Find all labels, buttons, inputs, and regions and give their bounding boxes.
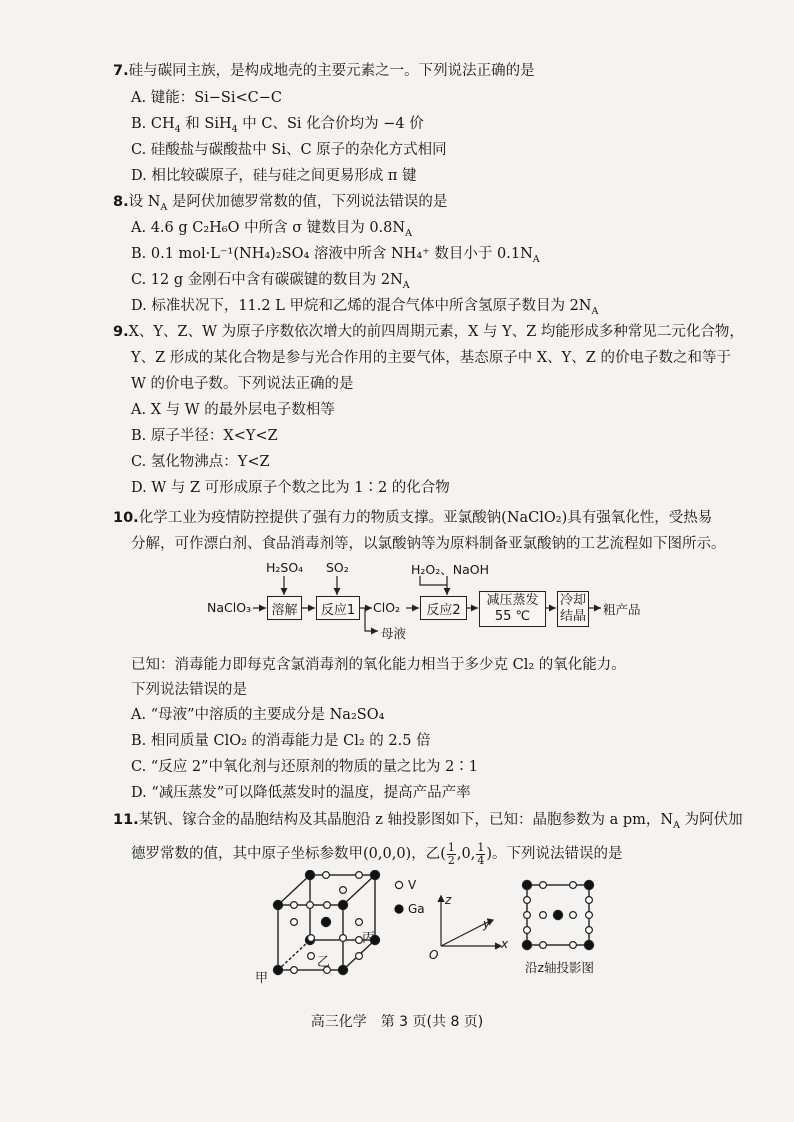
q7-stem-text: 硅与碳同主族，是构成地壳的主要元素之一。下列说法正确的是 xyxy=(128,63,535,79)
fraction-one-quarter: $\frac{1}{4}$ xyxy=(477,840,485,867)
flow-input-h2so4: H₂SO₄ xyxy=(266,560,304,575)
q10-option-b[interactable]: B. 相同质量 ClO₂ 的消毒能力是 Cl₂ 的 2.5 倍 xyxy=(131,733,431,749)
q10-known: 已知：消毒能力即每克含氯消毒剂的氧化能力相当于多少克 Cl₂ 的氧化能力。 xyxy=(131,657,626,673)
axis-origin-label: O xyxy=(429,948,439,962)
q8-option-b[interactable]: B. 0.1 mol·L⁻¹(NH₄)₂SO₄ 溶液中所含 NH₄⁺ 数目小于 $0.1N_A$ xyxy=(131,246,540,265)
flow-box-reaction1: 反应1 xyxy=(316,596,360,620)
q10-ask: 下列说法错误的是 xyxy=(131,682,247,698)
axis-z-label: z xyxy=(445,893,452,907)
q10-option-d[interactable]: D. “减压蒸发”可以降低蒸发时的温度，提高产品产率 xyxy=(131,785,471,801)
q7-number: 7. xyxy=(113,63,129,79)
q10-option-c[interactable]: C. “反应 2”中氧化剂与还原剂的物质的量之比为 2∶1 xyxy=(131,759,479,775)
q11-stem-line2: 德罗常数的值，其中原子坐标参数甲(0,0,0)，乙( $\frac{1}{2}$ ,0, $\frac{1}{4}$ )。下列说法错误的是 xyxy=(131,840,623,867)
projection-caption: 沿z轴投影图 xyxy=(525,960,595,975)
q8-stem: 8.设 $N_A$ 是阿伏加德罗常数的值，下列说法错误的是 xyxy=(113,194,448,213)
q7-option-b[interactable]: B. $CH_4$ 和 SiH$_4$ 中 C、Si 化合价均为 −4 价 xyxy=(131,116,424,135)
z-axis-projection xyxy=(522,880,593,949)
flow-end-product: 粗产品 xyxy=(603,602,641,617)
label-yi: 乙 xyxy=(317,955,331,970)
flow-box-cool-crystallize: 冷却 结晶 xyxy=(557,591,589,627)
label-jia: 甲 xyxy=(255,971,269,986)
flow-box-vacuum-evaporation: 减压蒸发 55 ℃ xyxy=(479,591,546,627)
q9-option-c[interactable]: C. 氢化物沸点：Y<Z xyxy=(131,454,270,470)
crystal-cell-figure xyxy=(255,870,620,988)
legend-ga-swatch xyxy=(394,904,403,913)
q10-stem-line2: 分解，可作漂白剂、食品消毒剂等，以氯酸钠等为原料制备亚氯酸钠的工艺流程如下图所示。 xyxy=(131,536,726,552)
page-footer: 高三化学 第 3 页(共 8 页) xyxy=(310,1014,484,1030)
flow-box-reaction2: 反应2 xyxy=(420,596,467,620)
q9-stem-line2: Y、Z 形成的某化合物是参与光合作用的主要气体，基态原子中 X、Y、Z 的价电子数之和等于 xyxy=(131,350,731,366)
flow-box-dissolve: 溶解 xyxy=(267,596,302,620)
axis-x-label: x xyxy=(501,937,509,951)
q9-option-d[interactable]: D. W 与 Z 可形成原子个数之比为 1∶2 的化合物 xyxy=(131,480,450,496)
q9-option-a[interactable]: A. X 与 W 的最外层电子数相等 xyxy=(131,402,335,418)
legend-v-label: V xyxy=(408,878,417,892)
axis-y-label: y xyxy=(483,917,491,931)
q9-option-b[interactable]: B. 原子半径：X<Y<Z xyxy=(131,428,278,444)
q8-option-d[interactable]: D. 标准状况下，11.2 L 甲烷和乙烯的混合气体中所含氢原子数目为 $2N_A$ xyxy=(131,298,599,317)
q7-option-a[interactable]: A. 键能：Si−Si<C−C xyxy=(131,90,282,106)
flow-clo2: ClO₂ xyxy=(373,600,401,615)
flow-input-so2: SO₂ xyxy=(326,560,349,575)
q7-option-c[interactable]: C. 硅酸盐与碳酸盐中 Si、C 原子的杂化方式相同 xyxy=(131,142,447,158)
flow-output-mother-liquor: 母液 xyxy=(381,626,407,641)
legend-ga-label: Ga xyxy=(408,902,425,916)
q9-stem-line3: W 的价电子数。下列说法正确的是 xyxy=(131,376,354,392)
flow-start-naclo3: NaClO₃ xyxy=(207,600,252,615)
q11-stem-line1: 11.某钒、镓合金的晶胞结构及其晶胞沿 z 轴投影图如下，已知：晶胞参数为 a pm，$N_A$ 为阿伏加 xyxy=(113,812,743,831)
q8-option-c[interactable]: C. 12 g 金刚石中含有碳碳键的数目为 $2N_A$ xyxy=(131,272,410,291)
flow-input-h2o2-naoh: H₂O₂、NaOH xyxy=(411,562,490,577)
legend-v-swatch xyxy=(395,881,402,888)
q9-stem-line1: 9.X、Y、Z、W 为原子序数依次增大的前四周期元素，X 与 Y、Z 均能形成多种常见二元化合物， xyxy=(113,324,744,340)
q10-stem-line1: 10.化学工业为疫情防控提供了强有力的物质支撑。亚氯酸钠(NaClO₂)具有强氧化性，受热易 xyxy=(113,510,713,526)
label-bing: 丙 xyxy=(362,931,376,946)
q10-option-a[interactable]: A. “母液”中溶质的主要成分是 Na₂SO₄ xyxy=(131,707,385,723)
q7-option-d[interactable]: D. 相比较碳原子，硅与硅之间更易形成 π 键 xyxy=(131,168,417,184)
fraction-one-half: $\frac{1}{2}$ xyxy=(447,840,455,867)
q8-option-a[interactable]: A. 4.6 g C₂H₆O 中所含 σ 键数目为 $0.8N_A$ xyxy=(131,220,412,239)
